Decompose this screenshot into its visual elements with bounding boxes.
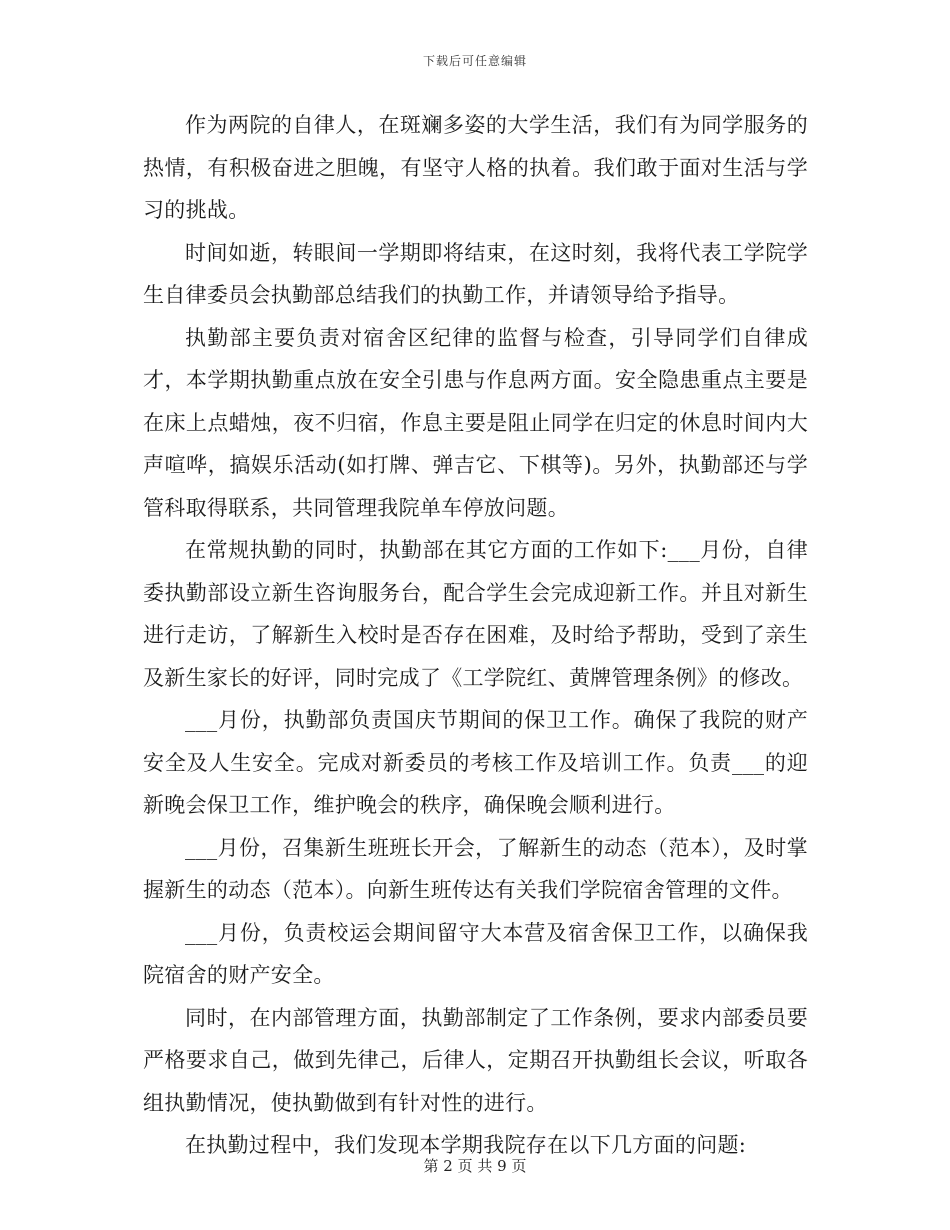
paragraph: ___月份，执勤部负责国庆节期间的保卫工作。确保了我院的财产安全及人生安全。完成对新委员的考核工作及培训工作。负责___的迎新晚会保卫工作，维护晚会的秩序，确保晚会顺利进行。 (143, 708, 808, 817)
paragraph: 执勤部主要负责对宿舍区纪律的监督与检查，引导同学们自律成才，本学期执勤重点放在安全引患与作息两方面。安全隐患重点主要是在床上点蜡烛，夜不归宿，作息主要是阻止同学在归定的休息时间内大声喧哗，搞娱乐活动(如打牌、弹吉它、下棋等)。另外，执勤部还与学管科取得联系，共同管理我院单车停放问题。 (143, 325, 808, 520)
paragraph: 时间如逝，转眼间一学期即将结束，在这时刻，我将代表工学院学生自律委员会执勤部总结我们的执勤工作，并请领导给予指导。 (143, 240, 808, 307)
paragraph: 同时，在内部管理方面，执勤部制定了工作条例，要求内部委员要严格要求自己，做到先律己，后律人，定期召开执勤组长会议，听取各组执勤情况，使执勤做到有针对性的进行。 (143, 1005, 808, 1115)
page-footer: 第 2 页 共 9 页 (423, 1157, 527, 1175)
paragraph: ___月份，负责校运会期间留守大本营及宿舍保卫工作，以确保我院宿舍的财产安全。 (143, 920, 808, 987)
paragraph: ___月份，召集新生班班长开会，了解新生的动态（范本），及时掌握新生的动态（范本）。向新生班传达有关我们学院宿舍管理的文件。 (143, 835, 808, 902)
paragraph: 在常规执勤的同时，执勤部在其它方面的工作如下:___月份，自律委执勤部设立新生咨询服务台，配合学生会完成迎新工作。并且对新生进行走访，了解新生入校时是否存在困难，及时给予帮助，受到了亲生及新生家长的好评，同时完成了《工学院红、黄牌管理条例》的修改。 (143, 538, 808, 690)
document-body (143, 104, 808, 1167)
paragraph: 作为两院的自律人，在斑斓多姿的大学生活，我们有为同学服务的热情，有积极奋进之胆魄，有坚守人格的执着。我们敢于面对生活与学习的挑战。 (143, 113, 808, 222)
paragraph: 在执勤过程中，我们发现本学期我院存在以下几方面的问题: (185, 1133, 747, 1157)
page-header: 下载后可任意编辑 (422, 54, 527, 68)
